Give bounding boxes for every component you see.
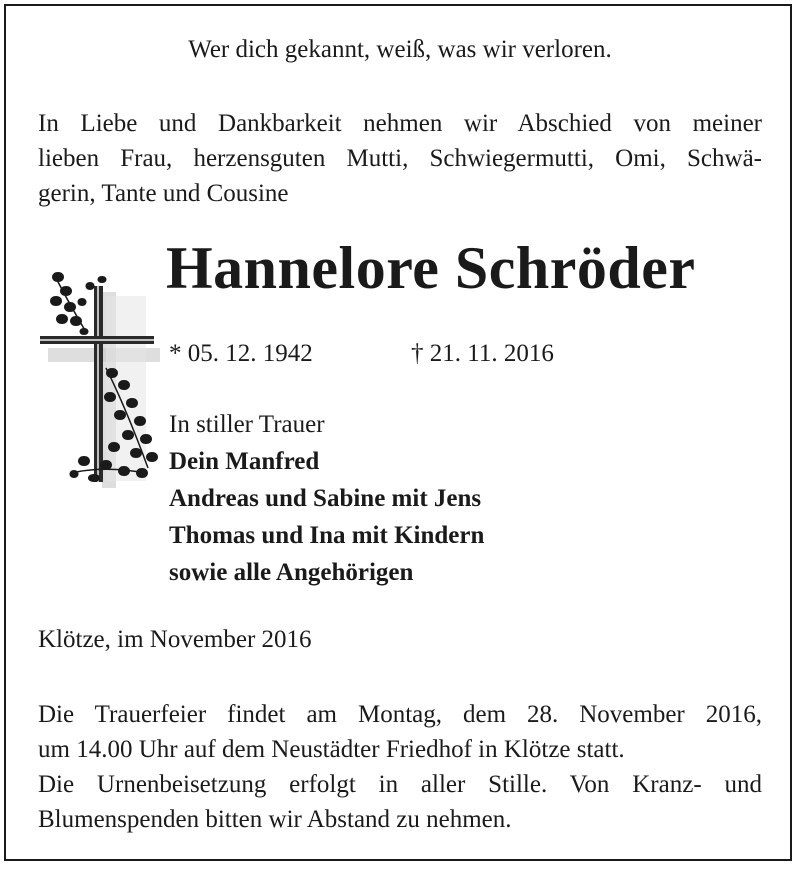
- mourner-line: sowie alle Angehörigen: [169, 559, 414, 586]
- intro-paragraph: [38, 106, 762, 211]
- funeral-line: Die Trauerfeier findet am Montag, dem 28. November 2016,: [38, 701, 762, 728]
- death-date: † 21. 11. 2016: [411, 340, 554, 367]
- funeral-paragraph: [38, 697, 762, 837]
- mourner-line: Andreas und Sabine mit Jens: [169, 485, 482, 512]
- mourning-header: In stiller Trauer: [169, 411, 325, 438]
- intro-line: lieben Frau, herzensguten Mutti, Schwiegermutti, Omi, Schwä-: [38, 145, 762, 172]
- deceased-name: Hannelore Schröder: [166, 235, 696, 301]
- cross-with-ivy-icon: [36, 268, 162, 488]
- intro-line: gerin, Tante und Cousine: [38, 180, 289, 207]
- mourner-line: Thomas und Ina mit Kindern: [169, 522, 485, 549]
- intro-line: In Liebe und Dankbarkeit nehmen wir Abschied von meiner: [38, 110, 762, 137]
- funeral-line: Blumenspenden bitten wir Abstand zu nehmen.: [38, 806, 512, 833]
- mourner-line: Dein Manfred: [169, 448, 320, 475]
- funeral-line: um 14.00 Uhr auf dem Neustädter Friedhof in Klötze statt.: [38, 736, 625, 763]
- birth-date: * 05. 12. 1942: [169, 340, 313, 367]
- mourners-block: [169, 406, 484, 591]
- obituary-frame: [4, 4, 792, 861]
- funeral-line: Die Urnenbeisetzung erfolgt in aller Stille. Von Kranz- und: [38, 771, 762, 798]
- place-date: Klötze, im November 2016: [38, 626, 312, 653]
- motto: Wer dich gekannt, weiß, was wir verloren.: [188, 36, 612, 63]
